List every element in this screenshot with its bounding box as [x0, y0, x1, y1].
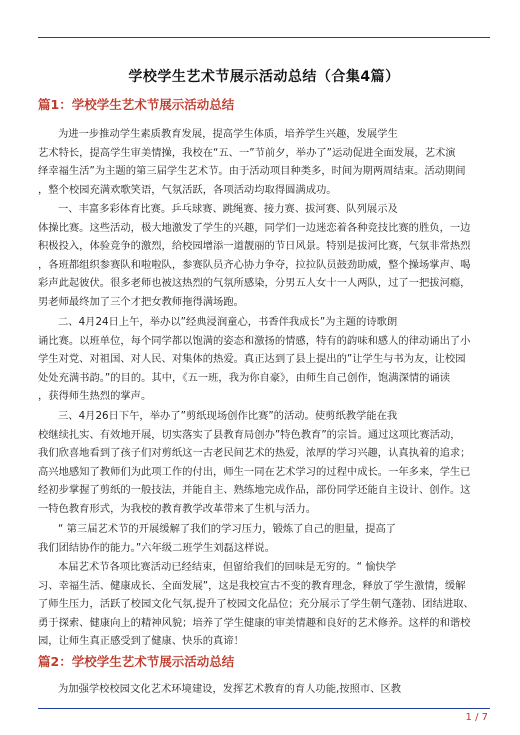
section-heading-1: 篇1：学校学生艺术节展示活动总结 — [38, 97, 235, 112]
text-line: 绎幸福生活”为主题的第三届学生艺术节。由于活动项目种类多，时间为期两周结束。活动期间 — [38, 165, 466, 177]
text-line: 积极投入，体验竞争的激烈，给校园增添一道靓丽的节日风景。特别是拔河比赛，气氛非常热烈 — [38, 240, 471, 252]
section-heading-2: 篇2：学校学生艺术节展示活动总结 — [38, 654, 235, 669]
page-indicator: 1 / 7 — [465, 712, 488, 723]
text-line: 校继续扎实、有效地开展，切实落实了县教育局创办”特色教育”的宗旨。通过这项比赛活动， — [38, 428, 461, 441]
text-line: 男老师最终加了三个才把女教师拖得满场跑。 — [38, 295, 244, 308]
text-line: 一特色教育形式，为我校的教育教学改革带来了生机与活力。 — [38, 502, 317, 515]
text-line: 艺术特长，提高学生审美情操，我校在“五、一”节前夕，举办了”运动促进全面发展，艺术演 — [38, 146, 456, 159]
paragraph-5 — [38, 520, 490, 557]
text-line: 一、丰富多彩体育比赛。乒乓球赛、跳绳赛、接力赛、拔河赛、队列展示及 — [58, 203, 398, 215]
paragraph-1 — [38, 125, 490, 199]
text-line: “ 第三届艺术节的开展缓解了我们的学习压力，锻炼了自己的胆量，提高了 — [58, 523, 397, 535]
text-line: 二、4月24日上午，举办以”经典浸润童心，书香伴我成长”为主题的诗歌朗 — [58, 316, 398, 328]
header-rule — [38, 37, 490, 38]
text-line: 三、4月26日下午，举办了”剪纸现场创作比赛”的活动。使剪纸教学能在我 — [58, 410, 398, 422]
text-line: 为进一步推动学生素质教育发展，提高学生体质，培养学生兴趣，发展学生 — [58, 128, 398, 140]
paragraph-2 — [38, 200, 490, 311]
text-line: 处处充满书韵。”的目的。其中，《五一班，我为你自豪》，由师生自己创作，饱满深情的诵读 — [38, 371, 451, 384]
text-line: 习、幸福生活、健康成长、全面发展”，这是我校宣古不变的教育理念，释放了学生激情，缓解 — [38, 579, 466, 592]
text-line: 了师生压力，活跃了校园文化气氛,提升了校园文化品位；充分展示了学生朝气蓬勃、团结进取、 — [38, 598, 474, 610]
document-title: 学校学生艺术节展示活动总结（合集4篇） — [128, 69, 400, 85]
paragraph-7 — [38, 680, 490, 699]
text-line: 我们欣喜地看到了孩子们对剪纸这一古老民间艺术的热爱，浓厚的学习兴趣，认真执着的追求； — [38, 447, 471, 459]
paragraph-6 — [38, 558, 490, 651]
text-line: 经初步掌握了剪纸的一般技法，并能自主、熟练地完成作品，部份同学还能自主设计、创作。这 — [38, 484, 471, 496]
text-line: 本届艺术节各项比赛活动已经结束，但留给我们的回味是无穷的。“ 愉快学 — [58, 561, 397, 573]
text-line: ，整个校园充满欢歌笑语，气氛活跃，各项活动均取得圆满成功。 — [38, 183, 337, 196]
footer-rule — [38, 708, 490, 709]
text-line: 诵比赛。以班单位，每个同学都以饱满的姿态和激扬的情感，特有的韵味和感人的律动诵出了小 — [38, 334, 471, 347]
paragraph-3 — [38, 313, 490, 406]
text-line: ，获得师生热烈的掌声。 — [38, 390, 152, 402]
text-line: 我们团结协作的能力。”六年级二班学生刘磊这样说。 — [38, 541, 276, 554]
text-line: 园，让师生真正感受到了健康、快乐的真谛！ — [38, 635, 244, 647]
paragraph-4 — [38, 407, 490, 518]
text-line: 勇于探索、健康向上的精神风貌；培养了学生健康的审美情趣和良好的艺术修养。这样的和谐校 — [38, 616, 471, 629]
text-line: 体操比赛。这些活动，极大地激发了学生的兴趣，同学们一边迷恋着各种竞技比赛的胜负，一边 — [38, 221, 471, 234]
text-line: ，各班都组织参赛队和啦啦队，参赛队员齐心协力争夺，拉拉队员鼓劲助威，整个操场掌声、喝 — [38, 258, 471, 271]
text-line: 彩声此起彼伏。很多老师也被这热烈的气氛所感染，分男五人女十一人两队，过了一把拔河瘾， — [38, 277, 471, 289]
text-line: 高兴地感知了教师们为此项工作的付出，师生一同在艺术学习的过程中成长。一年多来，学生已 — [38, 465, 471, 478]
text-line: 学生对党、对祖国、对人民、对集体的热爱。真正达到了县上提出的”让学生与书为友，让校园 — [38, 353, 466, 365]
text-line: 为加强学校校园文化艺术环境建设，发挥艺术教育的育人功能,按照市、区教 — [58, 683, 402, 695]
